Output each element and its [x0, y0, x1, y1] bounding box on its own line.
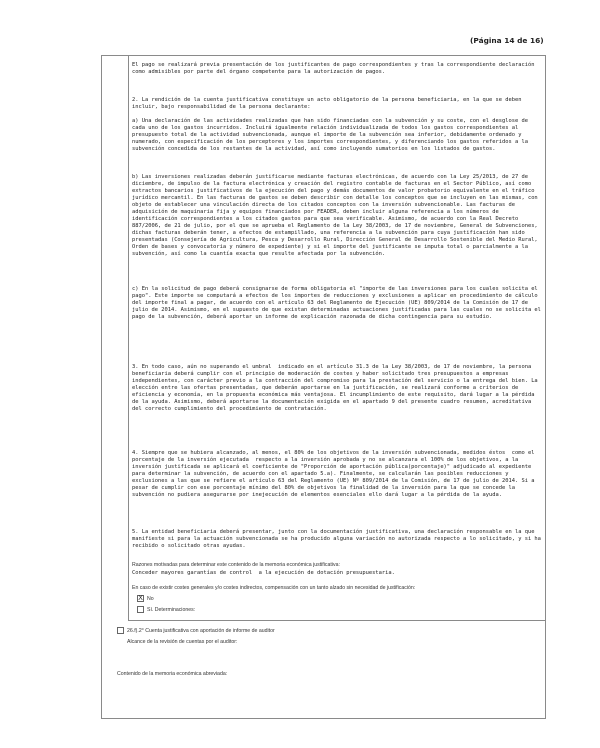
paragraph-3: 3. En todo caso, aún no superando el umbral indicado en el artículo 31.3 de la Ley 38/2003, de 17 de noviembre, la persona beneficiaria deberá cumplir con el principio de moderación de costes y haber solicitado tres presupuestos a empresas independientes, con carácter previo a la contracción del compromiso para la prestación del servicio o la entrega del bien. La elección entre las ofertas presentadas, que deberán aportarse en la justificación, se realizará conforme a criterios de eficiencia y economía, en la propuesta económica más ventajosa. El incumplimiento de este requisito, dará lugar a la pérdida de la ayuda. Asimismo, deberá aportarse la documentación exigida en el apartado 9 del presente cuadro resumen, acreditativa del correcto cumplimiento del procedimiento de contratación.	[132, 364, 541, 413]
option-si-checkbox[interactable]	[137, 606, 144, 613]
paragraph-2b: b) Las inversiones realizadas deberán justificarse mediante facturas electrónicas, de acuerdo con la Ley 25/2013, de 27 de diciembre, de impulso de la factura electrónica y creación del registro contable de facturas en el Sector Público, así como extractos bancarios justificativos de la ejecución del pago y demás documentos de valor probatorio equivalente en el tráfico jurídico mercantil. En las facturas de gastos se deben describir con detalle los conceptos que se incluyen en las mismas, con objeto de establecer una vinculación directa de los citados conceptos con la inversión subvencionable. Las facturas de adquisición de maquinaria fija y equipos financiados por FEADER, deben incluir alguna referencia a los números de identificación correspondientes a los citados gastos para que sea verificable. Asimismo, de acuerdo con la Real Decreto 887/2006, de 21 de julio, por el que se aprueba el Reglamento de la Ley 38/2003, de 17 de noviembre, General de Subvenciones, dichas facturas deberán tener, a efectos de estampillado, una referencia a la subvención para cuya justificación han sido presentadas (Consejería de Agricultura, Pesca y Desarrollo Rural, Dirección General de Desarrollo Sostenible del Medio Rural, Orden de bases y convocatoria y número de expediente) y si el importe del justificante se imputa total o parcialmente a la subvención, así como la cuantía exacta que resulte afectada por la subvención.	[132, 174, 541, 258]
contenido-label: Contenido de la memoria económica abreviada:	[117, 671, 228, 677]
option-no-label: No	[147, 596, 154, 602]
razones-label: Razones motivadas para determinar este contenido de la memoria económica justificativa:	[132, 562, 340, 568]
section-auditor-label: 26.f).2° Cuenta justificativa con aportación de informe de auditor	[127, 628, 275, 634]
costes-label: En caso de existir costes generales y/o costes indirectos, compensación con un tanto alzado sin necesidad de justificación:	[132, 585, 416, 591]
paragraph-2: 2. La rendición de la cuenta justificativa constituye un acto obligatorio de la persona beneficiaria, en la que se deben incluir, bajo responsabilidad de la persona declarante:	[132, 97, 525, 111]
paragraph-2a: a) Una declaración de las actividades realizadas que han sido financiadas con la subvención y su coste, con el desglose de cada uno de los gastos incurridos. Incluirá igualmente relación individualizada de todos los gastos correspondientes al presupuesto total de la actividad subvencionada, aunque el importe de la subvención sea inferior, debidamente ordenado y numerado, con especificación de los perceptores y los importes correspondientes, y diferenciando los gastos referidos a la subvención concedida de los restantes de la actividad, así como incluyendo sumatorios en los listados de gastos.	[132, 118, 532, 153]
section-auditor-checkbox[interactable]	[117, 627, 124, 634]
paragraph-5: 5. La entidad beneficiaria deberá presentar, junto con la documentación justificativa, una declaración responsable en la que manifieste si para la actuación subvencionada se ha producido alguna variación no autorizada respecto a lo solicitado, y si ha recibido o solicitado otras ayudas.	[132, 529, 545, 550]
paragraph-4: 4. Siempre que se hubiera alcanzado, al menos, el 80% de los objetivos de la inversión subvencionada, medidos éstos como el porcentaje de la inversión ejecutada respecto a la inversión aprobada y no se alcanzara el 100% de los objetivos, a la inversión justificada se aplicará el coeficiente de "Proporción de aportación pública(porcentaje)" adjudicado al expediente para determinar la subvención, de acuerdo con el apartado 5.a). Finalmente, se calcularán las posibles reducciones y exclusiones a las que se refiere el artículo 63 del Reglamento (UE) Nº 809/2014 de la Comisión, de 17 de julio de 2014. Si a pesar de cumplir con ese porcentaje mínimo del 80% de objetivos la finalidad de la inversión para la que se concede la subvención no pudiera asegurarse por inejecución de elementos esenciales ello dará lugar a la pérdida de la ayuda.	[132, 450, 538, 499]
page-number: (Página 14 de 16)	[470, 36, 544, 45]
paragraph-2c: c) En la solicitud de pago deberá consignarse de forma obligatoria el "importe de las inversiones para los cuales solicita el pago". Este importe se computará a efectos de los importes de reducciones y exclusiones a aplicar en procedimiento de cálculo del importe final a pagar, de acuerdo con el artículo 63 del Reglamento de Ejecución (UE) 809/2014 de la Comisión de 17 de julio de 2014. Asimismo, en el supuesto de que existan determinadas actuaciones justificadas para las cuales no se solicita el pago de la subvención, deberá aportar un informe de explicación razonada de dicha contingencia para su estudio.	[132, 286, 545, 321]
option-si-label: Sí. Determinaciones:	[147, 607, 196, 613]
alcance-label: Alcance de la revisión de cuentas por el auditor:	[127, 639, 238, 645]
option-no-checkbox[interactable]: X	[138, 594, 143, 602]
paragraph-intro: El pago se realizará previa presentación de los justificantes de pago correspondientes y tras la correspondiente declaración como admisibles por parte del órgano competente para la autorización de pagos.	[132, 62, 538, 76]
razones-value: Conceder mayores garantías de control a la ejecución de dotación presupuestaria.	[132, 570, 395, 576]
